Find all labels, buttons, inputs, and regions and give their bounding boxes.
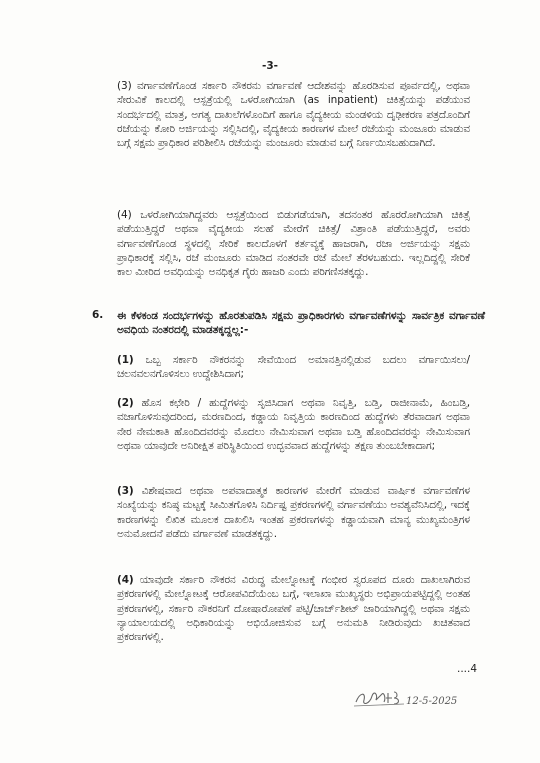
- signature-date: 12-5-2025: [406, 696, 458, 707]
- paragraph-3: (3) ವರ್ಗಾವಣೆಗೊಂಡ ಸರ್ಕಾರಿ ನೌಕರನು ವರ್ಗಾವಣೆ ಆದೇಶವನ್ನು ಹೊರಡಿಸುವ ಪೂರ್ವದಲ್ಲಿ, ಅಥವಾ ಸೇರುವಿಕೆ ಕಾಲದಲ್ಲಿ ಆಸ್ಪತ್ರೆಯಲ್ಲಿ ಒಳರೋಗಿಯಾಗಿ (as inpatient) ಚಿಕಿತ್ಸೆಯನ್ನು ಪಡೆಯುವ ಸಂದರ್ಭದಲ್ಲಿ ಮಾತ್ರ, ಅಗತ್ಯ ದಾಖಲೆಗಳೊಂದಿಗೆ ಹಾಗೂ ವೈದ್ಯಕೀಯ ಮಂಡಳಿಯ ದೃಢೀಕರಣ ಪತ್ರದೊಂದಿಗೆ ರಜೆಯನ್ನು ಕೋರಿ ಅರ್ಜಿಯನ್ನು ಸಲ್ಲಿಸಿದಲ್ಲಿ, ವೈದ್ಯಕೀಯ ಕಾರಣಗಳ ಮೇಲೆ ರಜೆಯನ್ನು ಮಂಜೂರು ಮಾಡುವ ಬಗ್ಗೆ ಸಕ್ಷಮ ಪ್ರಾಧಿಕಾರ ಪರಿಶೀಲಿಸಿ ರಜೆಯನ್ನು ಮಂಜೂರು ಮಾಡುವ ಬಗ್ಗೆ ನಿರ್ಣಯಿಸಬಹುದಾಗಿದೆ.: [117, 80, 470, 150]
- page-number: -3-: [261, 60, 279, 72]
- list-item-number: (3): [117, 485, 134, 497]
- section-heading: ಈ ಕೆಳಕಂಡ ಸಂದರ್ಭಗಳನ್ನು ಹೊರತುಪಡಿಸಿ ಸಕ್ಷಮ ಪ್ರಾಧಿಕಾರಗಳು ವರ್ಗಾವಣೆಗಳನ್ನು ಸಾರ್ವತ್ರಿಕ ವರ್ಗಾವಣೆ ಅವಧಿಯ ನಂತರದಲ್ಲಿ ಮಾಡತಕ್ಕದ್ದಲ್ಲ:-: [117, 310, 485, 337]
- list-item-4: [117, 573, 470, 644]
- list-item-number: (4): [117, 574, 134, 586]
- list-item-text: ಹೊಸ ಕಛೇರಿ / ಹುದ್ದೆಗಳನ್ನು ಸೃಜಿಸಿದಾಗ ಅಥವಾ ನಿವೃತ್ತಿ, ಬಡ್ತಿ, ರಾಜೀನಾಮೆ, ಹಿಂಬಡ್ತಿ, ವಜಾಗೊಳಿಸುವುದರಿಂದ, ಮರಣದಿಂದ, ಕಡ್ಡಾಯ ನಿವೃತ್ತಿಯ ಕಾರಣದಿಂದ ಹುದ್ದೆಗಳು ತೆರವಾದಾಗ ಅಥವಾ ನೇರ ನೇಮಕಾತಿ ಹೊಂದಿದವರನ್ನು ಮೊದಲು ನೇಮಿಸುವಾಗ ಅಥವಾ ಬಡ್ತಿ ಹೊಂದಿದವರನ್ನು ನೇಮಿಸುವಾಗ ಅಥವಾ ಯಾವುದೇ ಅನಿರೀಕ್ಷಿತ ಪರಿಸ್ಥಿತಿಯಿಂದ ಉದ್ಭವವಾದ ಹುದ್ದೆಗಳನ್ನು ತಕ್ಷಣ ತುಂಬಬೇಕಾದಾಗ;: [117, 397, 470, 452]
- list-item-1: [117, 353, 470, 382]
- handwritten-signature: [352, 686, 462, 712]
- section-number: 6.: [92, 309, 104, 321]
- continuation-marker: ....4: [457, 663, 478, 675]
- list-item-number: (2): [117, 397, 134, 409]
- paragraph-4: (4) ಒಳರೋಗಿಯಾಗಿದ್ದವರು ಆಸ್ಪತ್ರೆಯಿಂದ ಬಿಡುಗಡೆಯಾಗಿ, ತದನಂತರ ಹೊರರೋಗಿಯಾಗಿ ಚಿಕಿತ್ಸೆ ಪಡೆಯುತ್ತಿದ್ದರೆ ಅಥವಾ ವೈದ್ಯಕೀಯ ಸಲಹೆ ಮೇರೆಗೆ ಚಿಕಿತ್ಸೆ/ ವಿಶ್ರಾಂತಿ ಪಡೆಯುತ್ತಿದ್ದರೆ, ಅವರು ವರ್ಗಾವಣೆಗೊಂಡ ಸ್ಥಳದಲ್ಲಿ ಸೇರಿಕೆ ಕಾಲದೊಳಗೆ ಕರ್ತವ್ಯಕ್ಕೆ ಹಾಜರಾಗಿ, ರಜಾ ಅರ್ಜಿಯನ್ನು ಸಕ್ಷಮ ಪ್ರಾಧಿಕಾರಕ್ಕೆ ಸಲ್ಲಿಸಿ, ರಜೆ ಮಂಜೂರು ಮಾಡಿದ ನಂತರವೇ ರಜೆ ಮೇಲೆ ತೆರಳಬಹುದು. ಇಲ್ಲದಿದ್ದಲ್ಲಿ ಸೇರಿಕೆ ಕಾಲ ಮೀರಿದ ಅವಧಿಯನ್ನು ಅನಧಿಕೃತ ಗೈರು ಹಾಜರಿ ಎಂದು ಪರಿಗಣಿಸತಕ್ಕದ್ದು.: [117, 209, 470, 279]
- list-item-text: ಯಾವುದೇ ಸರ್ಕಾರಿ ನೌಕರನ ವಿರುದ್ಧ ಮೇಲ್ನೋಟಕ್ಕೆ ಗಂಭೀರ ಸ್ವರೂಪದ ದೂರು ದಾಖಲಾಗಿರುವ ಪ್ರಕರಣಗಳಲ್ಲಿ ಮೇಲ್ನೋಟಕ್ಕೆ ಆರೋಪವಿದೆಯೆಂಬ ಬಗ್ಗೆ, ಇಲಾಖಾ ಮುಖ್ಯಸ್ಥರು ಅಭಿಪ್ರಾಯಪಟ್ಟಿದ್ದಲ್ಲಿ ಅಂತಹ ಪ್ರಕರಣಗಳಲ್ಲಿ, ಸರ್ಕಾರಿ ನೌಕರನಿಗೆ ದೋಷಾರೋಪಣೆ ಪಟ್ಟಿ/ಚಾರ್ಜ್‌ಶೀಟ್ ಜಾರಿಯಾಗಿದ್ದಲ್ಲಿ ಅಥವಾ ಸಕ್ಷಮ ನ್ಯಾಯಾಲಯದಲ್ಲಿ ಅಧಿಕಾರಿಯನ್ನು ಅಭಿಯೋಜಿಸುವ ಬಗ್ಗೆ ಅನುಮತಿ ನೀಡಿರುವುದು ಖಚಿತವಾದ ಪ್ರಕರಣಗಳಲ್ಲಿ.: [117, 574, 470, 644]
- list-item-text: ವಿಶೇಷವಾದ ಅಥವಾ ಅಪವಾದಾತ್ಮಕ ಕಾರಣಗಳ ಮೇರೆಗೆ ಮಾಡುವ ವಾರ್ಷಿಕ ವರ್ಗಾವಣೆಗಳ ಸಂಖ್ಯೆಯನ್ನು ಕನಿಷ್ಠ ಮಟ್ಟಕ್ಕೆ ಸೀಮಿತಗೊಳಿಸಿ ನಿರ್ದಿಷ್ಟ ಪ್ರಕರಣಗಳಲ್ಲಿ ವರ್ಗಾವಣೆಯು ಅವಶ್ಯವೆನಿಸಿದಲ್ಲಿ, ಇದಕ್ಕೆ ಕಾರಣಗಳನ್ನು ಲಿಖಿತ ಮೂಲಕ ದಾಖಲಿಸಿ ಇಂತಹ ಪ್ರಕರಣಗಳನ್ನು ಕಡ್ಡಾಯವಾಗಿ ಮಾನ್ಯ ಮುಖ್ಯಮಂತ್ರಿಗಳ ಅನುಮೋದನೆ ಪಡೆದು ವರ್ಗಾವಣೆ ಮಾಡತಕ್ಕದ್ದು.: [117, 485, 470, 540]
- list-item-number: (1): [117, 354, 134, 366]
- list-item-3: [117, 484, 470, 541]
- list-item-text: ಒಬ್ಬ ಸರ್ಕಾರಿ ನೌಕರನನ್ನು ಸೇವೆಯಿಂದ ಅಮಾನತ್ತಿನಲ್ಲಿಡುವ ಬದಲು ವರ್ಗಾಯಿಸಲು/ ಚಲನವಲನಗೊಳಿಸಲು ಉದ್ದೇಶಿಸಿದಾಗ;: [117, 354, 470, 381]
- list-item-2: [117, 396, 470, 453]
